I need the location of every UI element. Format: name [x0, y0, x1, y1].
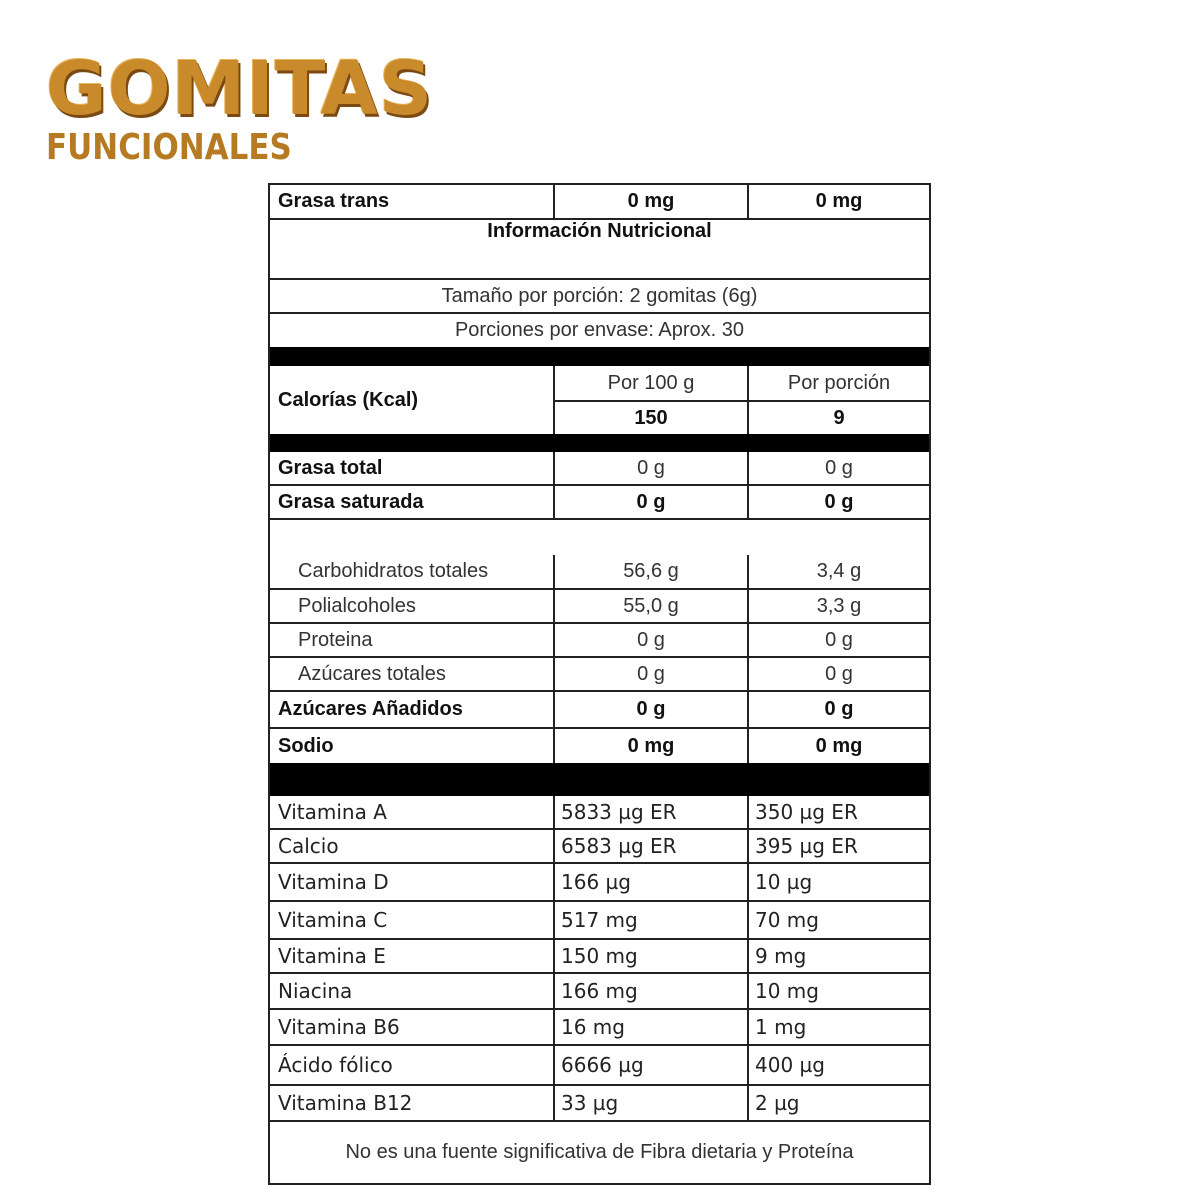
vitamin-per100: 33 µg [555, 1086, 749, 1120]
vitamin-name: Vitamina A [270, 796, 555, 828]
nutrient-name: Azúcares Añadidos [270, 692, 555, 727]
per-serving-column [749, 366, 929, 434]
nutrient-per100: 0 g [555, 658, 749, 690]
brand-title: GOMITAS [46, 46, 434, 132]
footnote: No es una fuente significativa de Fibra dietaria y Proteína [345, 1141, 854, 1163]
table-row [270, 974, 929, 1010]
nutrient-name: Polialcoholes [270, 590, 555, 622]
nutrient-per-serving: 0 g [824, 490, 854, 513]
table-row [270, 830, 929, 864]
vitamin-per100: 150 mg [555, 940, 749, 972]
brand-logo [46, 46, 434, 168]
table-row [270, 185, 929, 220]
table-row [270, 1010, 929, 1046]
table-row [270, 658, 929, 692]
nutrient-name: Grasa trans [270, 185, 555, 218]
table-row [270, 729, 929, 763]
servings-per-container: Porciones por envase: Aprox. 30 [454, 319, 745, 341]
nutrient-per100: 56,6 g [555, 555, 749, 588]
table-row [270, 692, 929, 729]
divider-bar [270, 347, 929, 366]
divider-bar [270, 434, 929, 452]
vitamin-per-serving: 350 µg ER [755, 800, 858, 824]
nutrient-per-serving: 0 g [825, 456, 853, 479]
table-row [270, 796, 929, 830]
nutrient-per100: 0 g [555, 692, 749, 727]
nutrient-per100: 55,0 g [555, 590, 749, 622]
nutrient-name: Grasa saturada [270, 486, 555, 518]
vitamin-name: Vitamina C [270, 902, 555, 938]
nutrient-per-serving: 3,4 g [816, 560, 862, 582]
vitamin-per100: 166 µg [555, 864, 749, 900]
table-row [270, 452, 929, 486]
table-row [270, 1046, 929, 1086]
brand-subtitle: FUNCIONALES [46, 127, 292, 168]
vitamin-name: Vitamina E [270, 940, 555, 972]
table-row [270, 940, 929, 974]
table-row [270, 486, 929, 520]
table-row [270, 590, 929, 624]
calories-label: Calorías (Kcal) [270, 366, 555, 434]
nutrient-per-serving: 0 g [825, 662, 853, 685]
table-row [270, 864, 929, 902]
per100-column [555, 366, 749, 434]
nutrient-per-serving: 0 g [825, 628, 853, 651]
calories-per100: 150 [634, 406, 668, 429]
vitamin-name: Calcio [270, 830, 555, 862]
per-serving-header: Por porción [749, 366, 929, 402]
table-row [270, 1086, 929, 1122]
vitamin-per-serving: 400 µg [755, 1053, 825, 1077]
nutrient-per100: 0 mg [555, 729, 749, 763]
divider-bar [270, 763, 929, 796]
table-row [270, 555, 929, 590]
vitamin-name: Ácido fólico [270, 1046, 555, 1084]
vitamin-per-serving: 9 mg [755, 944, 807, 968]
vitamin-per100: 16 mg [555, 1010, 749, 1044]
vitamin-per-serving: 395 µg ER [755, 834, 858, 858]
vitamin-per100: 517 mg [555, 902, 749, 938]
vitamin-per-serving: 10 mg [755, 979, 819, 1003]
vitamin-per-serving: 70 mg [755, 908, 819, 932]
nutrient-name: Azúcares totales [270, 658, 555, 690]
nutrient-name: Grasa total [270, 452, 555, 484]
nutrient-per100: 0 g [555, 486, 749, 518]
nutrient-name: Carbohidratos totales [270, 555, 555, 588]
vitamin-per-serving: 2 µg [755, 1091, 800, 1115]
vitamin-per-serving: 1 mg [755, 1015, 807, 1039]
nutrient-per-serving: 0 mg [815, 190, 863, 212]
table-row [270, 624, 929, 658]
serving-size: Tamaño por porción: 2 gomitas (6g) [270, 280, 929, 314]
vitamin-per100: 6583 µg ER [555, 830, 749, 862]
vitamin-per100: 166 mg [555, 974, 749, 1008]
vitamin-name: Vitamina D [270, 864, 555, 900]
vitamin-per100: 6666 µg [555, 1046, 749, 1084]
table-row [270, 902, 929, 940]
vitamin-name: Vitamina B6 [270, 1010, 555, 1044]
nutrient-per-serving: 0 g [824, 698, 854, 720]
nutrient-name: Sodio [270, 729, 555, 763]
calories-per-serving: 9 [833, 406, 845, 429]
vitamin-per100: 5833 µg ER [555, 796, 749, 828]
nutrition-facts-table [268, 183, 931, 1185]
nutrient-per100: 0 mg [555, 185, 749, 218]
nutrient-name: Proteina [270, 624, 555, 656]
vitamin-name: Vitamina B12 [270, 1086, 555, 1120]
vitamin-name: Niacina [270, 974, 555, 1008]
per100-header: Por 100 g [555, 366, 747, 402]
calories-row [270, 366, 929, 434]
nutrient-per100: 0 g [555, 624, 749, 656]
table-title: Información Nutricional [270, 185, 929, 280]
nutrient-per100: 0 g [555, 452, 749, 484]
nutrient-per-serving: 0 mg [815, 734, 863, 757]
nutrient-per-serving: 3,3 g [816, 594, 862, 617]
vitamin-per-serving: 10 µg [755, 870, 813, 894]
